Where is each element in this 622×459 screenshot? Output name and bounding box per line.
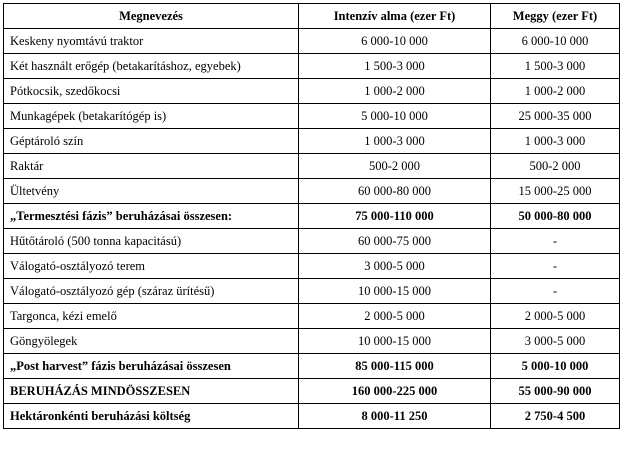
row-meggy-cell: - xyxy=(491,279,620,304)
row-meggy-cell: 3 000-5 000 xyxy=(491,329,620,354)
row-name-cell: Válogató-osztályozó gép (száraz ürítésű) xyxy=(4,279,299,304)
row-name-cell: Hűtőtároló (500 tonna kapacitású) xyxy=(4,229,299,254)
row-alma-cell: 3 000-5 000 xyxy=(299,254,491,279)
row-name-cell: BERUHÁZÁS MINDÖSSZESEN xyxy=(4,379,299,404)
table-row xyxy=(4,179,620,204)
row-alma-cell: 10 000-15 000 xyxy=(299,279,491,304)
row-name-cell: Keskeny nyomtávú traktor xyxy=(4,29,299,54)
table-row xyxy=(4,329,620,354)
investment-table xyxy=(3,3,620,429)
table-row xyxy=(4,229,620,254)
row-meggy-cell: 6 000-10 000 xyxy=(491,29,620,54)
row-name-cell: Pótkocsik, szedőkocsi xyxy=(4,79,299,104)
row-meggy-cell: - xyxy=(491,254,620,279)
header-alma: Intenzív alma (ezer Ft) xyxy=(299,4,491,29)
row-meggy-cell: 1 000-3 000 xyxy=(491,129,620,154)
row-name-cell: Munkagépek (betakarítógép is) xyxy=(4,104,299,129)
row-alma-cell: 500-2 000 xyxy=(299,154,491,179)
table-row xyxy=(4,404,620,429)
table-row xyxy=(4,304,620,329)
row-meggy-cell: - xyxy=(491,229,620,254)
table-row xyxy=(4,29,620,54)
row-meggy-cell: 1 500-3 000 xyxy=(491,54,620,79)
header-row xyxy=(4,4,620,29)
table-row xyxy=(4,279,620,304)
row-meggy-cell: 500-2 000 xyxy=(491,154,620,179)
row-meggy-cell: 5 000-10 000 xyxy=(491,354,620,379)
table-body xyxy=(4,29,620,429)
row-alma-cell: 8 000-11 250 xyxy=(299,404,491,429)
row-meggy-cell: 2 750-4 500 xyxy=(491,404,620,429)
row-name-cell: „Post harvest” fázis beruházásai összesen xyxy=(4,354,299,379)
row-name-cell: Hektáronkénti beruházási költség xyxy=(4,404,299,429)
header-name: Megnevezés xyxy=(4,4,299,29)
row-alma-cell: 1 500-3 000 xyxy=(299,54,491,79)
row-meggy-cell: 50 000-80 000 xyxy=(491,204,620,229)
row-alma-cell: 10 000-15 000 xyxy=(299,329,491,354)
row-meggy-cell: 1 000-2 000 xyxy=(491,79,620,104)
row-meggy-cell: 25 000-35 000 xyxy=(491,104,620,129)
table-row xyxy=(4,154,620,179)
row-alma-cell: 60 000-80 000 xyxy=(299,179,491,204)
table-row xyxy=(4,129,620,154)
row-alma-cell: 85 000-115 000 xyxy=(299,354,491,379)
table-row xyxy=(4,54,620,79)
row-alma-cell: 2 000-5 000 xyxy=(299,304,491,329)
row-meggy-cell: 15 000-25 000 xyxy=(491,179,620,204)
row-alma-cell: 5 000-10 000 xyxy=(299,104,491,129)
table-row xyxy=(4,379,620,404)
row-name-cell: Göngyölegek xyxy=(4,329,299,354)
row-name-cell: Válogató-osztályozó terem xyxy=(4,254,299,279)
row-alma-cell: 6 000-10 000 xyxy=(299,29,491,54)
row-name-cell: Ültetvény xyxy=(4,179,299,204)
table-row xyxy=(4,254,620,279)
row-meggy-cell: 2 000-5 000 xyxy=(491,304,620,329)
row-name-cell: „Termesztési fázis” beruházásai összesen: xyxy=(4,204,299,229)
row-alma-cell: 1 000-2 000 xyxy=(299,79,491,104)
row-alma-cell: 160 000-225 000 xyxy=(299,379,491,404)
row-name-cell: Raktár xyxy=(4,154,299,179)
table-row xyxy=(4,204,620,229)
row-name-cell: Géptároló szín xyxy=(4,129,299,154)
row-name-cell: Targonca, kézi emelő xyxy=(4,304,299,329)
row-alma-cell: 1 000-3 000 xyxy=(299,129,491,154)
row-meggy-cell: 55 000-90 000 xyxy=(491,379,620,404)
row-alma-cell: 75 000-110 000 xyxy=(299,204,491,229)
table-row xyxy=(4,104,620,129)
row-name-cell: Két használt erőgép (betakarításhoz, egyebek) xyxy=(4,54,299,79)
table-row xyxy=(4,79,620,104)
row-alma-cell: 60 000-75 000 xyxy=(299,229,491,254)
header-meggy: Meggy (ezer Ft) xyxy=(491,4,620,29)
table-row xyxy=(4,354,620,379)
